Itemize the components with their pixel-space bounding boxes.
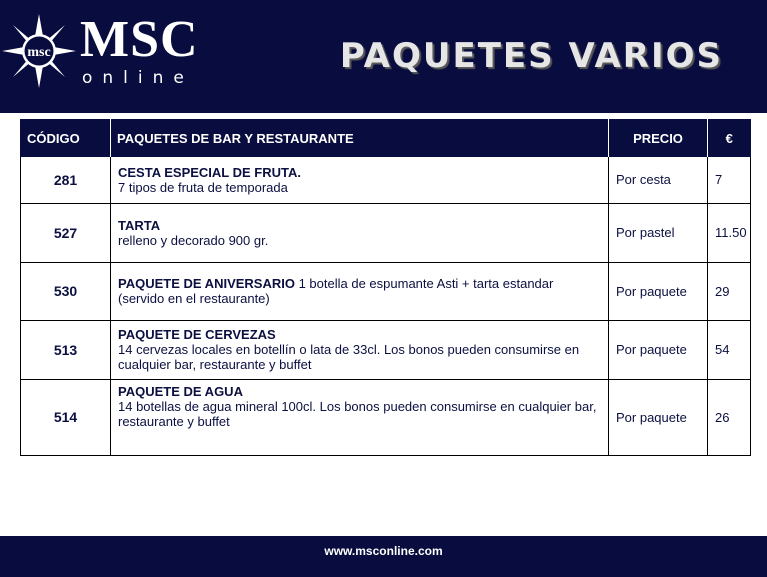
compass-star-icon <box>2 14 76 88</box>
table-row <box>21 320 751 379</box>
package-code: 527 <box>21 203 111 262</box>
package-price: 54 <box>708 320 751 379</box>
package-unit: Por pastel <box>609 203 708 262</box>
table-header-row <box>21 119 751 157</box>
column-header-code: CÓDIGO <box>21 119 111 157</box>
table-row <box>21 262 751 320</box>
packages-table <box>20 119 751 456</box>
logo-letters: msc <box>27 45 51 60</box>
package-name: PAQUETE DE ANIVERSARIO <box>118 276 295 291</box>
package-description: 14 cervezas locales en botellín o lata de 33cl. Los bonos pueden consumirse en cualquier bar, restaurante y buffet <box>118 342 580 372</box>
package-name: TARTA <box>118 217 161 233</box>
package-price: 26 <box>708 379 751 455</box>
package-code: 513 <box>21 320 111 379</box>
package-unit: Por cesta <box>609 157 708 203</box>
brand-name: MSC <box>80 11 199 68</box>
column-header-price: PRECIO <box>609 119 708 157</box>
msc-logo <box>0 6 230 88</box>
package-code: 530 <box>21 262 111 320</box>
package-description: relleno y decorado 900 gr. <box>118 232 269 248</box>
package-unit: Por paquete <box>609 320 708 379</box>
table-row <box>21 157 751 203</box>
package-price: 29 <box>708 262 751 320</box>
package-cell <box>111 262 609 320</box>
package-description: 1 botella de espumante Asti + tarta estandar (servido en el restaurante) <box>118 276 554 306</box>
package-description: 14 botellas de agua mineral 100cl. Los bonos pueden consumirse en cualquier bar, restaurante y buffet <box>118 398 597 429</box>
package-code: 514 <box>21 379 111 455</box>
package-cell <box>111 379 609 455</box>
brand-subtitle: online <box>82 68 194 88</box>
package-code: 281 <box>21 157 111 203</box>
package-cell <box>111 203 609 262</box>
header-banner <box>0 0 767 113</box>
page-title: PAQUETES VARIOS <box>339 36 723 76</box>
column-header-euro: € <box>708 119 751 157</box>
footer-bar <box>0 536 767 577</box>
package-unit: Por paquete <box>609 262 708 320</box>
package-name: PAQUETE DE CERVEZAS <box>118 327 276 342</box>
table-row <box>21 379 751 455</box>
package-name: PAQUETE DE AGUA <box>118 383 243 399</box>
package-cell <box>111 157 609 203</box>
table-row <box>21 203 751 262</box>
column-header-package: PAQUETES DE BAR Y RESTAURANTE <box>111 119 609 157</box>
package-unit: Por paquete <box>609 379 708 455</box>
footer-url: www.msconline.com <box>324 544 443 558</box>
package-price: 11.50 <box>708 203 751 262</box>
package-name: CESTA ESPECIAL DE FRUTA. <box>118 164 301 180</box>
package-cell <box>111 320 609 379</box>
package-price: 7 <box>708 157 751 203</box>
package-description: 7 tipos de fruta de temporada <box>118 179 288 195</box>
